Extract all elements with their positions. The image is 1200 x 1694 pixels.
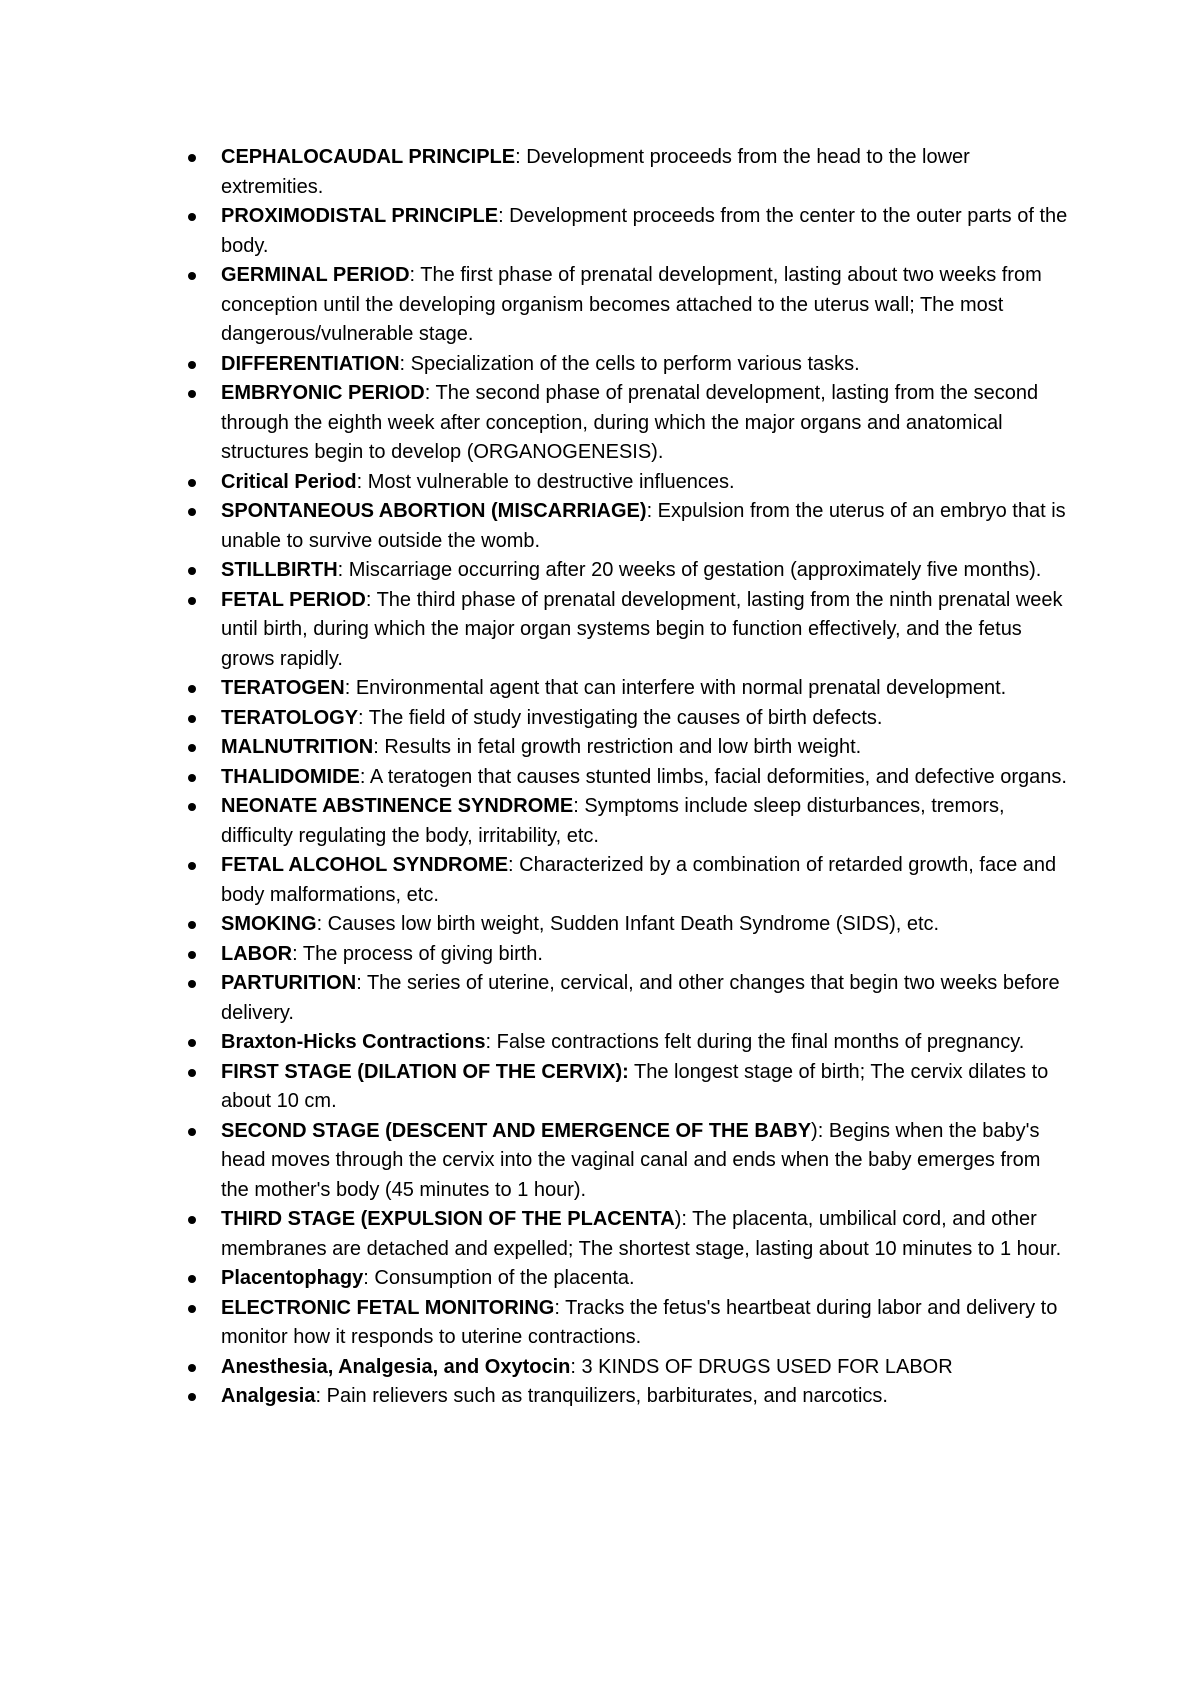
glossary-definition: The process of giving birth. — [297, 942, 543, 965]
glossary-term: MALNUTRITION — [221, 736, 374, 758]
glossary-definition: 3 KINDS OF DRUGS USED FOR LABOR — [575, 1355, 953, 1378]
glossary-term: TERATOLOGY — [221, 706, 359, 729]
glossary-separator: : — [292, 942, 298, 965]
glossary-term: PROXIMODISTAL PRINCIPLE — [221, 205, 499, 227]
glossary-entry — [221, 1353, 1071, 1383]
glossary-term: Critical Period — [221, 470, 357, 493]
glossary-definition: False contractions felt during the final months of pregnancy. — [491, 1031, 1025, 1053]
glossary-entry — [221, 1117, 1071, 1206]
glossary-term: ELECTRONIC FETAL MONITORING — [221, 1296, 555, 1319]
glossary-separator: : — [498, 205, 504, 227]
glossary-term: Anesthesia, Analgesia, and Oxytocin — [221, 1355, 571, 1378]
glossary-definition: The first phase of prenatal development, lasting about two weeks from conception until the developing organism becomes attached to the uterus wall; The most dangerous/vulnerable stage. — [221, 264, 1042, 345]
glossary-entry — [221, 1028, 1071, 1058]
glossary-entry — [221, 350, 1071, 380]
bullet-icon — [188, 508, 196, 516]
glossary-separator: : — [316, 913, 323, 935]
glossary-term: SECOND STAGE (DESCENT AND EMERGENCE OF THE BABY — [221, 1119, 812, 1142]
glossary-definition: Most vulnerable to destructive influences. — [362, 470, 735, 493]
glossary-separator: : — [356, 470, 363, 493]
glossary-separator: : — [358, 706, 364, 729]
glossary-term: Analgesia — [221, 1385, 316, 1407]
glossary-term: FETAL PERIOD — [221, 588, 366, 611]
glossary-definition: Development proceeds from the center to the outer parts of the body. — [221, 205, 1068, 257]
glossary-separator: : — [337, 559, 344, 581]
glossary-entry — [221, 940, 1071, 970]
glossary-definition: The series of uterine, cervical, and other changes that begin two weeks before delivery. — [221, 972, 1060, 1024]
glossary-term: THALIDOMIDE — [221, 765, 360, 788]
bullet-icon — [188, 744, 196, 752]
glossary-term: Placentophagy — [221, 1267, 364, 1289]
glossary-entry — [221, 969, 1071, 1028]
bullet-icon — [188, 361, 196, 369]
glossary-definition: The field of study investigating the causes of birth defects. — [363, 706, 883, 729]
glossary-definition: The placenta, umbilical cord, and other membranes are detached and expelled; The shortest stage, lasting about 10 minutes to 1 hour. — [221, 1208, 1062, 1260]
glossary-separator: : — [485, 1031, 492, 1053]
glossary-definition: Results in fetal growth restriction and low birth weight. — [378, 736, 862, 758]
bullet-icon — [188, 479, 196, 487]
glossary-separator: : — [363, 1267, 369, 1289]
glossary-term: STILLBIRTH — [221, 559, 338, 581]
glossary-separator: : — [554, 1296, 560, 1319]
glossary-separator: : — [373, 736, 379, 758]
bullet-icon — [188, 1039, 196, 1047]
bullet-icon — [188, 1216, 196, 1224]
bullet-icon — [188, 774, 196, 782]
bullet-icon — [188, 921, 196, 929]
bullet-icon — [188, 597, 196, 605]
glossary-definition: Begins when the baby's head moves through the cervix into the vaginal canal and ends when the baby emerges from the mother's body (45 minutes to 1 hour). — [221, 1119, 1041, 1201]
glossary-definition: Tracks the fetus's heartbeat during labor and delivery to monitor how it responds to uterine contractions. — [221, 1296, 1058, 1348]
glossary-definition: Characterized by a combination of retarded growth, face and body malformations, etc. — [221, 854, 1057, 906]
glossary-definition: Symptoms include sleep disturbances, tremors, difficulty regulating the body, irritability, etc. — [221, 795, 1005, 847]
glossary-term: FETAL ALCOHOL SYNDROME — [221, 854, 509, 876]
glossary-definition: The longest stage of birth; The cervix dilates to about 10 cm. — [221, 1060, 1049, 1112]
bullet-icon — [188, 980, 196, 988]
glossary-definition: Miscarriage occurring after 20 weeks of gestation (approximately five months). — [343, 559, 1042, 581]
glossary-definition: A teratogen that causes stunted limbs, facial deformities, and defective organs. — [365, 765, 1067, 788]
glossary-separator: : — [515, 146, 521, 168]
bullet-icon — [188, 154, 196, 162]
glossary-definition: The third phase of prenatal development, lasting from the ninth prenatal week until birth, during which the major organ systems begin to function effectively, and the fetus grows rapidly. — [221, 588, 1063, 670]
bullet-icon — [188, 685, 196, 693]
bullet-icon — [188, 1275, 196, 1283]
glossary-entry — [221, 586, 1071, 675]
bullet-icon — [188, 1305, 196, 1313]
glossary-definition: Specialization of the cells to perform various tasks. — [405, 352, 860, 375]
bullet-icon — [188, 1128, 196, 1136]
glossary-list — [221, 143, 1071, 1412]
glossary-term: SMOKING — [221, 913, 317, 935]
bullet-icon — [188, 1393, 196, 1401]
glossary-separator: : — [365, 588, 372, 611]
glossary-entry — [221, 1294, 1071, 1353]
glossary-entry — [221, 1205, 1071, 1264]
glossary-separator: : — [646, 500, 653, 522]
glossary-separator: : — [344, 677, 351, 699]
bullet-icon — [188, 272, 196, 280]
glossary-entry — [221, 1382, 1071, 1412]
glossary-entry — [221, 792, 1071, 851]
glossary-separator: : — [315, 1385, 322, 1407]
bullet-icon — [188, 213, 196, 221]
glossary-definition: Environmental agent that can interfere with normal prenatal development. — [350, 677, 1007, 699]
glossary-entry — [221, 261, 1071, 350]
glossary-term: CEPHALOCAUDAL PRINCIPLE — [221, 146, 516, 168]
glossary-term: FIRST STAGE (DILATION OF THE CERVIX): — [221, 1060, 629, 1083]
glossary-separator: ): — [674, 1208, 687, 1230]
glossary-term: PARTURITION — [221, 972, 357, 994]
glossary-separator: : — [573, 795, 579, 817]
glossary-entry — [221, 851, 1071, 910]
glossary-separator: : — [359, 765, 366, 788]
glossary-definition: Consumption of the placenta. — [368, 1267, 635, 1289]
glossary-definition: Causes low birth weight, Sudden Infant Death Syndrome (SIDS), etc. — [322, 913, 940, 935]
glossary-term: Braxton-Hicks Contractions — [221, 1031, 486, 1053]
glossary-term: DIFFERENTIATION — [221, 352, 400, 375]
glossary-separator: ): — [811, 1119, 824, 1142]
bullet-icon — [188, 715, 196, 723]
glossary-entry — [221, 202, 1071, 261]
glossary-separator: : — [508, 854, 514, 876]
glossary-definition: Expulsion from the uterus of an embryo that is unable to survive outside the womb. — [221, 500, 1066, 552]
glossary-entry — [221, 910, 1071, 940]
glossary-entry — [221, 674, 1071, 704]
bullet-icon — [188, 1069, 196, 1077]
glossary-definition: Pain relievers such as tranquilizers, barbiturates, and narcotics. — [321, 1385, 888, 1407]
glossary-separator: : — [570, 1355, 576, 1378]
glossary-term: THIRD STAGE (EXPULSION OF THE PLACENTA — [221, 1208, 675, 1230]
glossary-separator: : — [399, 352, 406, 375]
glossary-entry — [221, 468, 1071, 498]
glossary-entry — [221, 1058, 1071, 1117]
bullet-icon — [188, 862, 196, 870]
glossary-separator: : — [356, 972, 362, 994]
glossary-term: TERATOGEN — [221, 677, 345, 699]
bullet-icon — [188, 567, 196, 575]
glossary-entry — [221, 379, 1071, 468]
bullet-icon — [188, 951, 196, 959]
glossary-term: LABOR — [221, 942, 293, 965]
glossary-separator: : — [424, 382, 431, 404]
glossary-term: EMBRYONIC PERIOD — [221, 382, 425, 404]
glossary-entry — [221, 733, 1071, 763]
glossary-entry — [221, 1264, 1071, 1294]
glossary-entry — [221, 497, 1071, 556]
glossary-term: SPONTANEOUS ABORTION (MISCARRIAGE) — [221, 500, 647, 522]
glossary-entry — [221, 704, 1071, 734]
glossary-definition: Development proceeds from the head to the lower extremities. — [221, 146, 970, 198]
bullet-icon — [188, 1364, 196, 1372]
glossary-entry — [221, 763, 1071, 793]
glossary-term: NEONATE ABSTINENCE SYNDROME — [221, 795, 574, 817]
glossary-term: GERMINAL PERIOD — [221, 264, 410, 286]
glossary-entry — [221, 556, 1071, 586]
glossary-entry — [221, 143, 1071, 202]
bullet-icon — [188, 803, 196, 811]
glossary-definition: The second phase of prenatal development, lasting from the second through the eighth week after conception, during which the major organs and anatomical structures begin to develop (ORGANOGENESIS). — [221, 382, 1039, 463]
bullet-icon — [188, 390, 196, 398]
glossary-separator: : — [409, 264, 416, 286]
